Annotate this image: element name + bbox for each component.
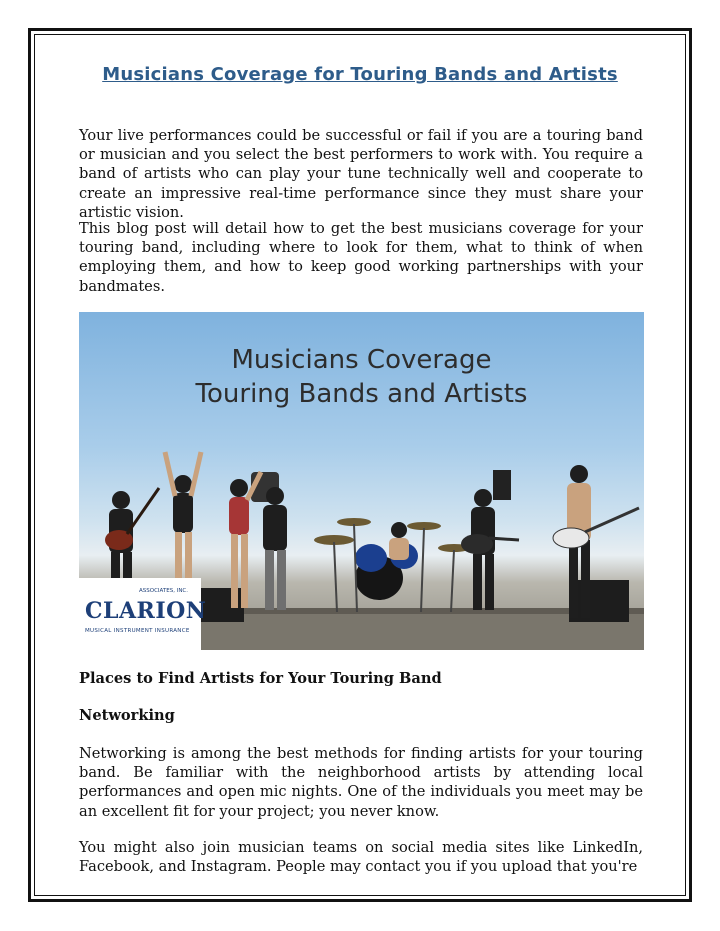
body-paragraph-1: Networking is among the best methods for finding artists for your touring band. Be familiar with the neighborhood artists by attending local performances and open mic nights. One of the individuals you meet may be an excellent fit for your project; you never know.	[79, 745, 643, 820]
subheading-networking: Networking	[79, 707, 175, 724]
logo-wordmark: CLARION	[85, 598, 207, 624]
hero-title-line-1: Musicians Coverage	[231, 345, 492, 375]
intro-paragraph-1: Your live performances could be successful or fail if you are a touring band or musician and you select the best performers to work with. You require a band of artists who can play your tune technically well and cooperate to create an impressive real-time performance since they must share your artistic vision.	[79, 127, 643, 221]
logo-associates-text: ASSOCIATES, INC.	[139, 588, 189, 594]
intro-paragraph-2: This blog post will detail how to get the best musicians coverage for your touring band, including where to look for them, what to think of when employing them, and how to keep good working partnerships with your bandmates.	[79, 220, 643, 295]
hero-title-line-2: Touring Bands and Artists	[195, 379, 528, 409]
body-paragraph-2: You might also join musician teams on social media sites like LinkedIn, Facebook, and Instagram. People may contact you if you upload that you're	[79, 839, 643, 876]
logo-tagline: MUSICAL INSTRUMENT INSURANCE	[85, 628, 190, 634]
section-heading: Places to Find Artists for Your Touring Band	[79, 670, 442, 687]
hero-image	[79, 312, 644, 650]
clarion-logo	[79, 578, 207, 650]
document-title: Musicians Coverage for Touring Bands and Artists	[102, 64, 618, 85]
